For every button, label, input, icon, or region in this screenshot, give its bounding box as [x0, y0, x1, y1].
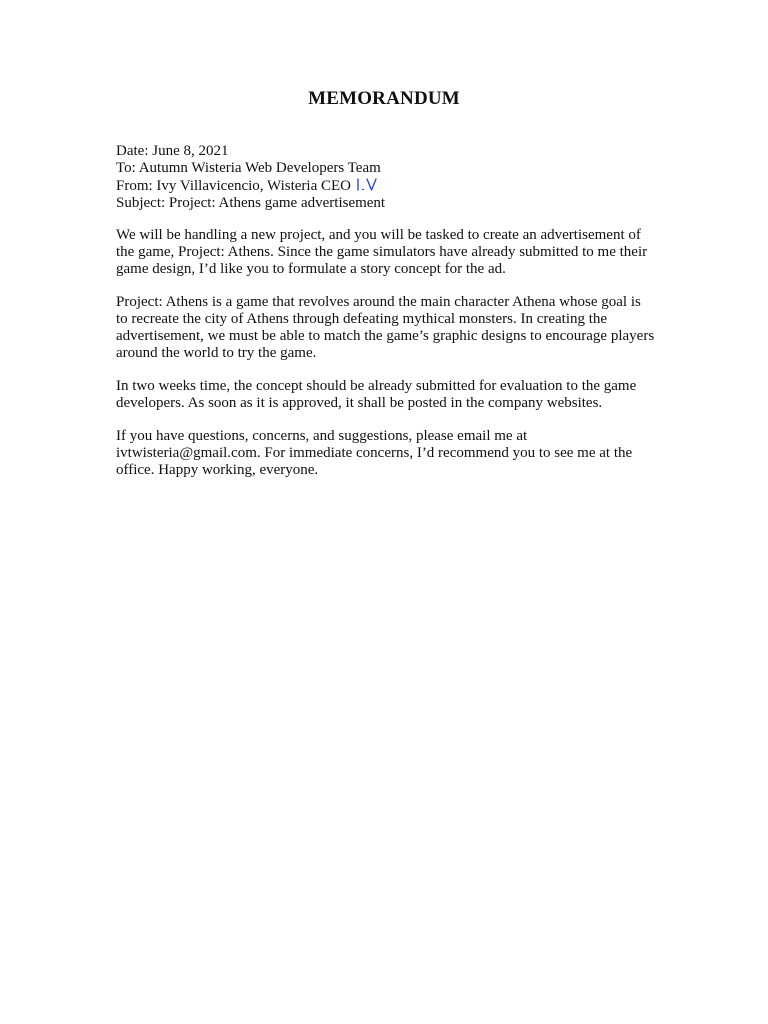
body-paragraph-2: Project: Athens is a game that revolves around the main character Athena whose goal is to recreate the city of Athens through defeating mythical monsters. In creating the advertisement, we must be able to match the game’s graphic designs to encourage players around the world to try the game. — [116, 294, 655, 361]
from-row — [116, 177, 676, 195]
date-line: Date: June 8, 2021 — [116, 143, 229, 159]
subject-line: Subject: Project: Athens game advertisement — [116, 195, 386, 211]
from-line: From: Ivy Villavicencio, Wisteria CEO — [116, 178, 351, 194]
body-paragraph-4: If you have questions, concerns, and suggestions, please email me at ivtwisteria@gmail.com. For immediate concerns, I’d recommend you to see me at the office. Happy working, everyone. — [116, 428, 633, 478]
memo-header — [116, 143, 676, 212]
body-paragraph-3: In two weeks time, the concept should be already submitted for evaluation to the game developers. As soon as it is approved, it shall be posted in the company websites. — [116, 378, 637, 411]
initials-signature — [354, 177, 380, 192]
memo-body — [116, 227, 656, 495]
memo-title: MEMORANDUM — [308, 88, 460, 109]
to-line: To: Autumn Wisteria Web Developers Team — [116, 160, 381, 176]
body-paragraph-1: We will be handling a new project, and you will be tasked to create an advertisement of the game, Project: Athens. Since the game simulators have already submitted to me their game design, I’d like you to formulate a story concept for the ad. — [116, 227, 648, 277]
